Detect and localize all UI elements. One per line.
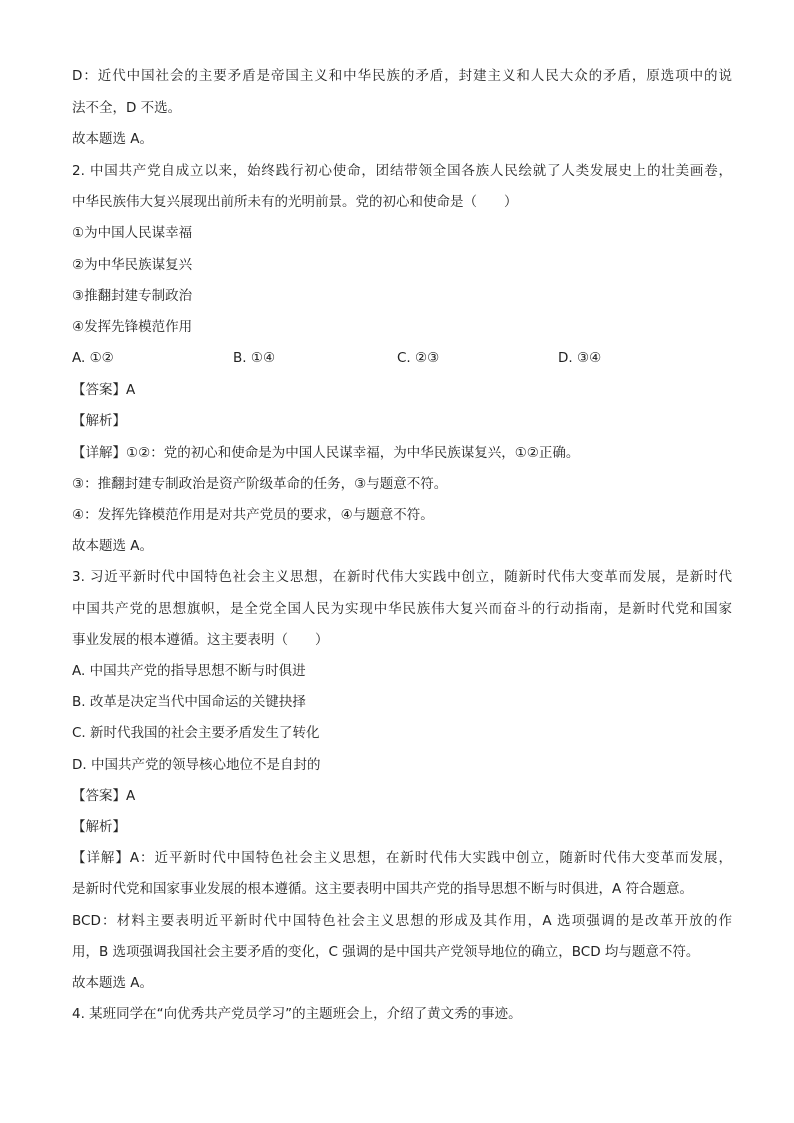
explanation-line: 用，B 选项强调我国社会主要矛盾的变化，C 强调的是中国共产党领导地位的确立，BCD 均与题意不符。 (72, 944, 700, 960)
option-c: C. 新时代我国的社会主要矛盾发生了转化 (72, 725, 320, 741)
paragraph-line: 法不全，D 不选。 (72, 100, 182, 116)
explanation-line: 是新时代党和国家事业发展的根本遵循。这主要表明中国共产党的指导思想不断与时俱进，A 符合题意。 (72, 881, 694, 897)
option-c: C. ②③ (397, 350, 440, 366)
explanation-line: 【详解】A：近平新时代中国特色社会主义思想，在新时代伟大实践中创立，随新时代伟大变革而发展， (72, 850, 732, 866)
question-2-stem: 中华民族伟大复兴展现出前所未有的光明前景。党的初心和使命是（ ） (72, 194, 518, 210)
statement-3: ③推翻封建专制政治 (72, 288, 193, 304)
statement-4: ④发挥先锋模范作用 (72, 319, 193, 335)
question-2-stem: 2. 中国共产党自成立以来，始终践行初心使命，团结带领全国各族人民绘就了人类发展史上的壮美画卷， (72, 163, 732, 179)
analysis-label: 【解析】 (72, 413, 126, 429)
option-b: B. 改革是决定当代中国命运的关键抉择 (72, 694, 306, 710)
analysis-label: 【解析】 (72, 819, 126, 835)
question-4-stem: 4. 某班同学在“向优秀共产党员学习”的主题班会上，介绍了黄文秀的事迹。 (72, 1006, 522, 1022)
answer-label: 【答案】A (72, 788, 136, 804)
explanation-line: ④：发挥先锋模范作用是对共产党员的要求，④与题意不符。 (72, 507, 434, 523)
question-3-stem: 事业发展的根本遵循。这主要表明（ ） (72, 632, 329, 648)
option-b: B. ①④ (233, 350, 276, 366)
explanation-line: ③：推翻封建专制政治是资产阶级革命的任务，③与题意不符。 (72, 476, 448, 492)
question-3-stem: 3. 习近平新时代中国特色社会主义思想，在新时代伟大实践中创立，随新时代伟大变革而发展，是新时代 (72, 569, 732, 585)
explanation-line: 【详解】①②：党的初心和使命是为中国人民谋幸福，为中华民族谋复兴，①②正确。 (72, 445, 580, 461)
option-a: A. 中国共产党的指导思想不断与时俱进 (72, 663, 306, 679)
conclusion-line: 故本题选 A。 (72, 131, 154, 147)
conclusion-line: 故本题选 A。 (72, 538, 154, 554)
statement-2: ②为中华民族谋复兴 (72, 257, 193, 273)
option-d: D. 中国共产党的领导核心地位不是自封的 (72, 757, 321, 773)
conclusion-line: 故本题选 A。 (72, 975, 154, 991)
question-3-stem: 中国共产党的思想旗帜，是全党全国人民为实现中华民族伟大复兴而奋斗的行动指南，是新时代党和国家 (72, 601, 732, 617)
explanation-line: BCD：材料主要表明近平新时代中国特色社会主义思想的形成及其作用，A 选项强调的是改革开放的作 (72, 913, 732, 929)
option-d: D. ③④ (558, 350, 602, 366)
option-a: A. ①② (72, 350, 114, 366)
statement-1: ①为中国人民谋幸福 (72, 225, 193, 241)
paragraph-line: D：近代中国社会的主要矛盾是帝国主义和中华民族的矛盾，封建主义和人民大众的矛盾，原选项中的说 (72, 68, 732, 84)
answer-label: 【答案】A (72, 382, 136, 398)
